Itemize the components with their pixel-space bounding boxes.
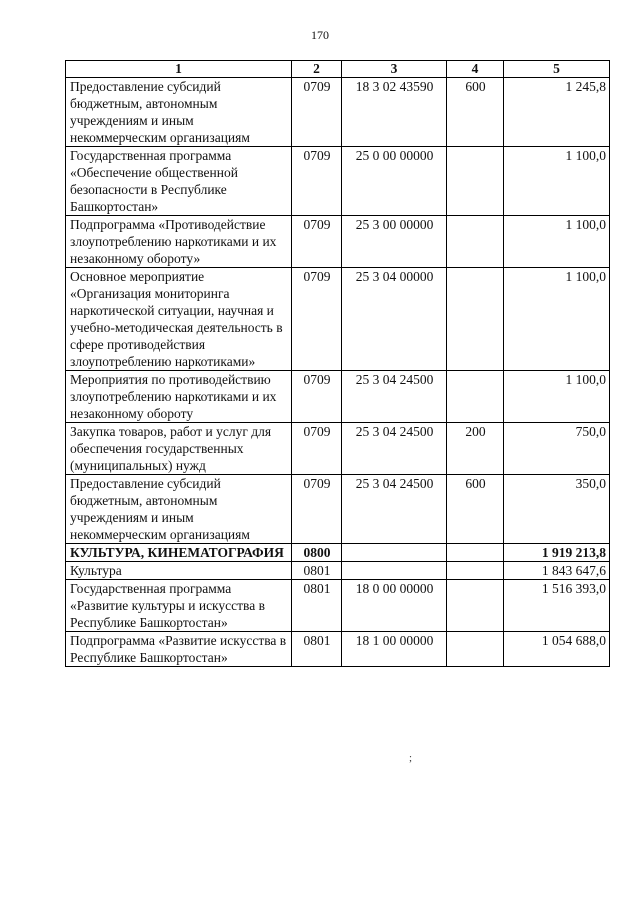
cell-amount: 1 100,0 — [504, 147, 610, 216]
cell-amount: 1 100,0 — [504, 371, 610, 423]
cell-name: Подпрограмма «Развитие искусства в Республике Башкортостан» — [66, 632, 292, 667]
cell-amount: 1 516 393,0 — [504, 580, 610, 632]
table-body — [66, 78, 610, 667]
cell-section: 0800 — [292, 544, 342, 562]
cell-section: 0709 — [292, 147, 342, 216]
cell-name: Предоставление субсидий бюджетным, автономным учреждениям и иным некоммерческим организациям — [66, 475, 292, 544]
header-col-5: 5 — [504, 61, 610, 78]
cell-amount: 1 100,0 — [504, 216, 610, 268]
cell-type — [447, 580, 504, 632]
cell-type: 200 — [447, 423, 504, 475]
stray-mark: ; — [409, 752, 413, 764]
cell-name: КУЛЬТУРА, КИНЕМАТОГРАФИЯ — [66, 544, 292, 562]
cell-section: 0709 — [292, 78, 342, 147]
cell-type — [447, 216, 504, 268]
header-col-1: 1 — [66, 61, 292, 78]
cell-amount: 750,0 — [504, 423, 610, 475]
cell-type — [447, 371, 504, 423]
cell-target: 18 3 02 43590 — [342, 78, 447, 147]
cell-target: 25 3 04 24500 — [342, 423, 447, 475]
header-col-4: 4 — [447, 61, 504, 78]
cell-type — [447, 632, 504, 667]
cell-section: 0801 — [292, 562, 342, 580]
cell-amount: 1 245,8 — [504, 78, 610, 147]
table-row — [66, 78, 610, 147]
cell-name: Предоставление субсидий бюджетным, автономным учреждениям и иным некоммерческим организациям — [66, 78, 292, 147]
cell-amount: 350,0 — [504, 475, 610, 544]
cell-target: 18 0 00 00000 — [342, 580, 447, 632]
cell-target: 25 3 04 24500 — [342, 475, 447, 544]
cell-name: Подпрограмма «Противодействие злоупотреблению наркотиками и их незаконному обороту» — [66, 216, 292, 268]
cell-name: Культура — [66, 562, 292, 580]
cell-type — [447, 268, 504, 371]
table-row — [66, 475, 610, 544]
cell-section: 0709 — [292, 475, 342, 544]
table-row — [66, 562, 610, 580]
table-header — [66, 61, 610, 78]
cell-target — [342, 562, 447, 580]
table-row — [66, 632, 610, 667]
budget-table — [65, 60, 610, 667]
cell-section: 0709 — [292, 268, 342, 371]
cell-name: Государственная программа «Развитие культуры и искусства в Республике Башкортостан» — [66, 580, 292, 632]
cell-target: 25 0 00 00000 — [342, 147, 447, 216]
cell-section: 0801 — [292, 580, 342, 632]
table-row — [66, 268, 610, 371]
header-col-2: 2 — [292, 61, 342, 78]
cell-section: 0801 — [292, 632, 342, 667]
cell-target: 25 3 00 00000 — [342, 216, 447, 268]
cell-target — [342, 544, 447, 562]
cell-type — [447, 562, 504, 580]
cell-amount: 1 054 688,0 — [504, 632, 610, 667]
cell-type — [447, 147, 504, 216]
cell-type — [447, 544, 504, 562]
cell-target: 25 3 04 00000 — [342, 268, 447, 371]
table-row — [66, 216, 610, 268]
cell-target: 25 3 04 24500 — [342, 371, 447, 423]
header-col-3: 3 — [342, 61, 447, 78]
table-row — [66, 580, 610, 632]
cell-section: 0709 — [292, 371, 342, 423]
page-number: 170 — [311, 28, 329, 42]
cell-name: Закупка товаров, работ и услуг для обеспечения государственных (муниципальных) нужд — [66, 423, 292, 475]
table-row — [66, 423, 610, 475]
header-row — [66, 61, 610, 78]
cell-section: 0709 — [292, 216, 342, 268]
cell-type: 600 — [447, 78, 504, 147]
cell-amount: 1 919 213,8 — [504, 544, 610, 562]
cell-type: 600 — [447, 475, 504, 544]
table-row — [66, 544, 610, 562]
cell-target: 18 1 00 00000 — [342, 632, 447, 667]
cell-name: Государственная программа «Обеспечение общественной безопасности в Республике Башкортостан» — [66, 147, 292, 216]
cell-name: Основное мероприятие «Организация мониторинга наркотической ситуации, научная и учебно-методическая деятельность в сфере противодействия злоупотреблению наркотиками» — [66, 268, 292, 371]
table-row — [66, 371, 610, 423]
cell-name: Мероприятия по противодействию злоупотреблению наркотиками и их незаконному обороту — [66, 371, 292, 423]
cell-amount: 1 843 647,6 — [504, 562, 610, 580]
cell-amount: 1 100,0 — [504, 268, 610, 371]
cell-section: 0709 — [292, 423, 342, 475]
table-row — [66, 147, 610, 216]
